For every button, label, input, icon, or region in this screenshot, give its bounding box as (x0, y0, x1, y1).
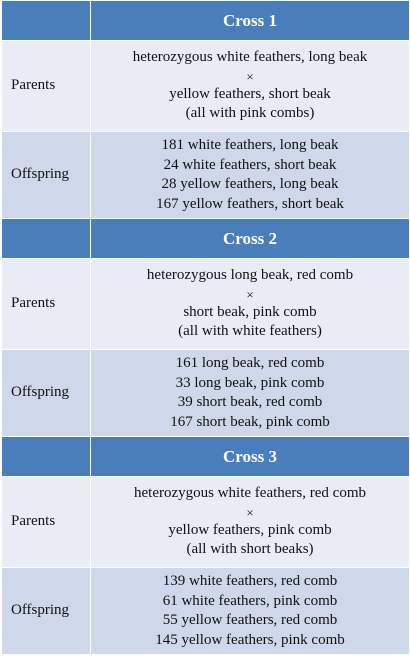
cross-1-offspring-item: 167 yellow feathers, short beak (156, 195, 344, 212)
cross-3-parents-cell (91, 477, 410, 568)
cross-2-parents-cell (91, 259, 410, 350)
cross-2-offspring-item: 167 short beak, pink comb (170, 413, 330, 430)
cross-1-parents-row (2, 41, 410, 132)
cross-2-parent-2: short beak, pink comb (183, 303, 317, 320)
cross-3-offspring-item: 61 white feathers, pink comb (162, 592, 338, 609)
cross-2-offspring-label: Offspring (2, 350, 91, 437)
cross-3-parent-1: heterozygous white feathers, red comb (134, 485, 366, 502)
cross-3-header-row (2, 437, 410, 477)
cross-1-offspring-row (2, 132, 410, 219)
header-blank-cell (2, 1, 91, 41)
cross-2-header-row (2, 219, 410, 259)
cross-3-times-sign: × (246, 504, 254, 520)
cross-3-parents-label: Parents (2, 477, 91, 568)
cross-2-parent-1: heterozygous long beak, red comb (146, 267, 354, 284)
cross-3-parent-2: yellow feathers, pink comb (168, 521, 332, 538)
cross-2-title: Cross 2 (91, 219, 410, 259)
header-blank-cell (2, 437, 91, 477)
cross-1-offspring-cell (91, 132, 410, 219)
cross-2-parents-label: Parents (2, 259, 91, 350)
cross-2-offspring-item: 39 short beak, red comb (177, 394, 323, 410)
cross-2-offspring-cell (91, 350, 410, 437)
cross-3-offspring-item: 55 yellow feathers, red comb (162, 612, 338, 628)
cross-3-offspring-row (2, 568, 410, 655)
cross-1-title: Cross 1 (91, 1, 410, 41)
header-blank-cell (2, 219, 91, 259)
cross-1-parent-2: yellow feathers, short beak (169, 85, 331, 102)
cross-1-parents-note: (all with pink combs) (185, 105, 315, 122)
cross-2-parents-note: (all with white feathers) (178, 323, 322, 340)
cross-2-offspring-item: 161 long beak, red comb (175, 355, 325, 371)
cross-1-offspring-item: 28 yellow feathers, long beak (161, 176, 339, 192)
cross-1-header-row (2, 1, 410, 41)
cross-1-offspring-item: 24 white feathers, short beak (163, 156, 337, 173)
cross-1-offspring-label: Offspring (2, 132, 91, 219)
cross-1-times-sign: × (246, 68, 254, 84)
cross-1-offspring-item: 181 white feathers, long beak (161, 137, 339, 153)
cross-1-parents-label: Parents (2, 41, 91, 132)
cross-3-parents-note: (all with short beaks) (186, 541, 314, 558)
cross-1-parents-cell (91, 41, 410, 132)
cross-3-offspring-label: Offspring (2, 568, 91, 655)
cross-3-parents-row (2, 477, 410, 568)
cross-3-offspring-item: 139 white feathers, red comb (162, 573, 338, 589)
cross-1-parent-1: heterozygous white feathers, long beak (132, 49, 368, 66)
cross-2-times-sign: × (246, 286, 254, 302)
cross-3-offspring-cell (91, 568, 410, 655)
cross-3-title: Cross 3 (91, 437, 410, 477)
cross-2-offspring-item: 33 long beak, pink comb (175, 374, 325, 391)
cross-2-offspring-row (2, 350, 410, 437)
crosses-table (1, 0, 410, 655)
cross-3-offspring-item: 145 yellow feathers, pink comb (155, 631, 345, 648)
cross-2-parents-row (2, 259, 410, 350)
